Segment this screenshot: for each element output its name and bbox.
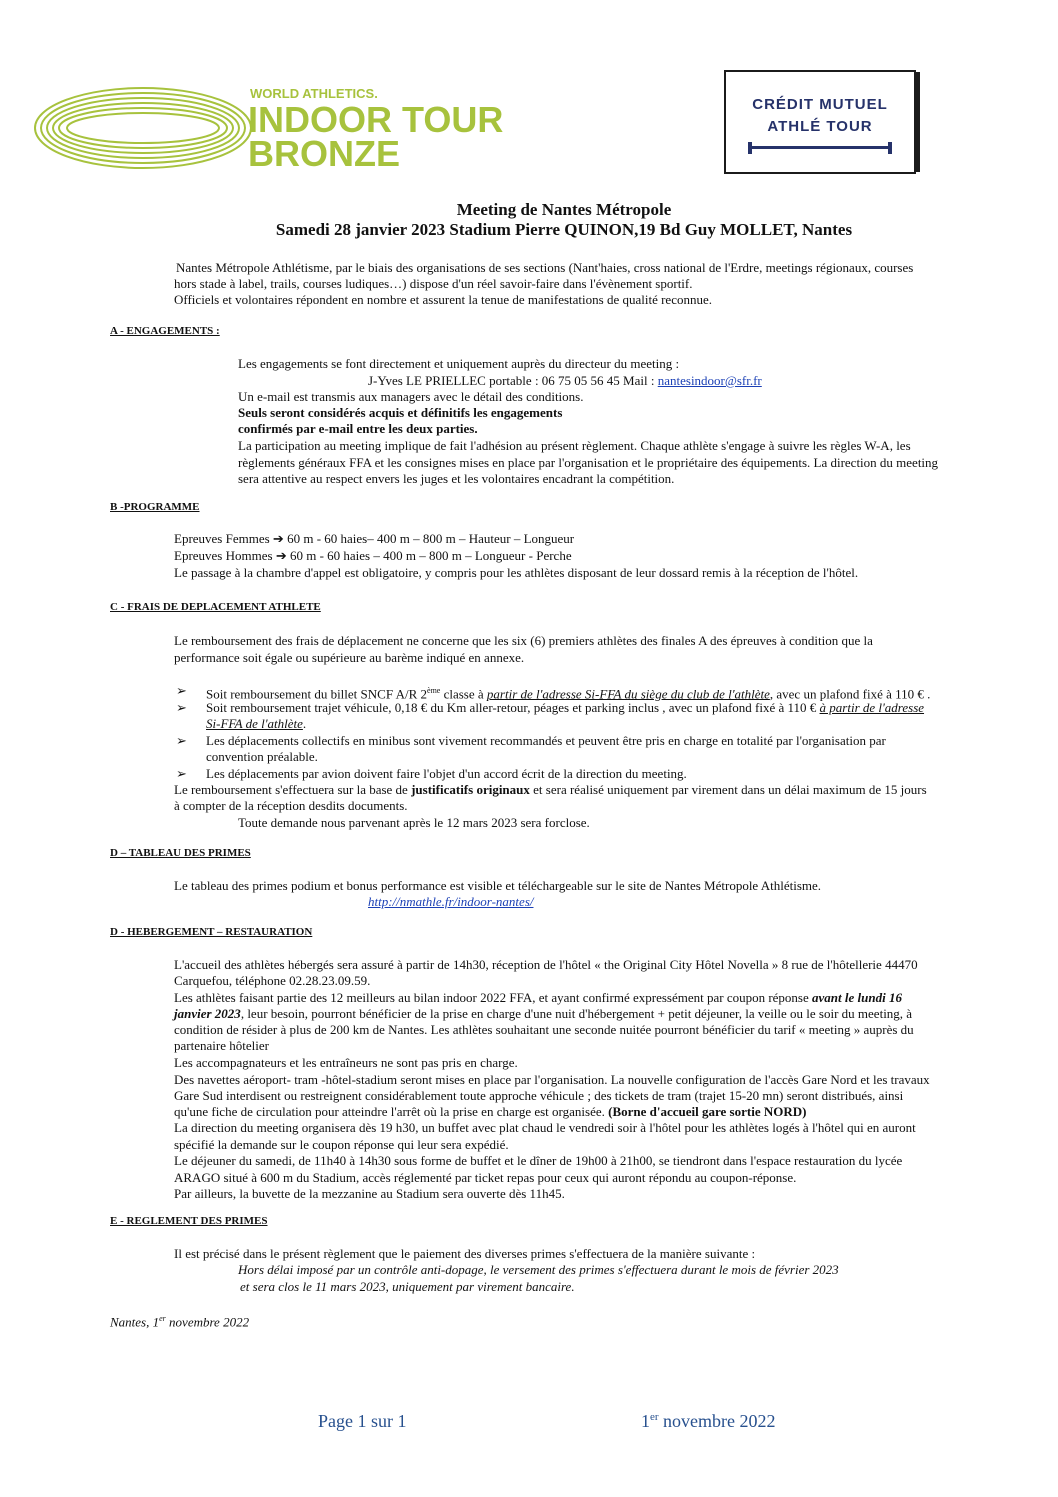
title-line2: Samedi 28 janvier 2023 Stadium Pierre QUINON,19 Bd Guy MOLLET, Nantes xyxy=(275,220,853,239)
intro-line: Officiels et volontaires répondent en nombre et assurent la tenue de manifestations de qualité reconnue. xyxy=(174,292,712,307)
section-d2-text: La direction du meeting organisera dès 19 h30, un buffet avec plat chaud le vendredi soir à l'hôtel pour les athlètes logés à l'hôtel qui en auront xyxy=(174,1120,916,1135)
bullet-icon: ➢ xyxy=(176,766,187,781)
section-b-heading: B -PROGRAMME xyxy=(110,501,200,513)
contact-text: J-Yves LE PRIELLEC portable : 06 75 05 56 45 Mail : xyxy=(368,373,655,388)
section-d2-text: condition de résider à plus de 200 km de Nantes. Les athlètes souhaitant une seconde nuitée pourront bénéficier du tarif « meeting » auprès du xyxy=(174,1022,914,1037)
section-d2-text: janvier 2023, leur besoin, pourront bénéficier de la prise en charge d'une nuit d'hébergement + petit déjeuner, la veille ou le soir du meeting, à xyxy=(174,1006,913,1021)
section-d1-heading: D – TABLEAU DES PRIMES xyxy=(110,847,251,859)
section-a-text: confirmés par e-mail entre les deux parties. xyxy=(238,421,478,436)
section-e-text: Hors délai imposé par un contrôle anti-dopage, le versement des primes s'effectuera durant le mois de février 2023 xyxy=(238,1262,839,1277)
men-events-line: Epreuves Hommes ➔ 60 m - 60 haies – 400 m – 800 m – Longueur - Perche xyxy=(174,548,572,563)
section-e-text: et sera clos le 11 mars 2023, uniquement par virement bancaire. xyxy=(240,1279,575,1294)
bullet-icon: ➢ xyxy=(176,733,187,748)
section-c-text: performance soit égale ou supérieure au barème indiqué en annexe. xyxy=(174,650,525,665)
section-a-text: sera attentive au respect envers les juges et les volontaires encadrant la compétition. xyxy=(238,471,675,486)
section-a-text: règlements généraux FFA et les consignes mises en place par l'organisation et le propriétaire des équipements. La direction du meeting xyxy=(238,455,939,470)
section-c-text: Le remboursement s'effectuera sur la base de justificatifs originaux et sera réalisé uniquement par virement dans un délai maximum de 15 jours xyxy=(174,782,927,797)
bullet-item: Soit remboursement trajet véhicule, 0,18 € du Km aller-retour, péages et parking inclus , avec un plafond fixé à 110 € à partir de l'adresse xyxy=(206,700,925,715)
bullet-item: Soit remboursement du billet SNCF A/R 2ème classe à partir de l'adresse Si-FFA du siège du club de l'athlète, avec un plafond fixé à 110 € . xyxy=(206,686,931,702)
bullet-item: Les déplacements collectifs en minibus sont vivement recommandés et peuvent être pris en charge en totalité par l'organisation par xyxy=(206,733,886,748)
section-d2-text: Le déjeuner du samedi, de 11h40 à 14h30 sous forme de buffet et le dîner de 19h00 à 21h00, se tiendront dans l'espace restauration du lycée xyxy=(174,1153,903,1168)
section-a-text: Un e-mail est transmis aux managers avec le détail des conditions. xyxy=(238,389,584,404)
page-number: Page 1 sur 1 xyxy=(318,1411,407,1431)
section-d2-text: Des navettes aéroport- tram -hôtel-stadium seront mises en place par l'organisation. La nouvelle configuration de l'accès Gare Nord et les travaux xyxy=(174,1072,930,1087)
title-line1: Meeting de Nantes Métropole xyxy=(456,200,672,219)
section-c-text: à compter de la réception desdits documents. xyxy=(174,798,408,813)
section-a-heading: A - ENGAGEMENTS : xyxy=(110,325,220,337)
section-d2-text: Les accompagnateurs et les entraîneurs ne sont pas pris en charge. xyxy=(174,1055,518,1070)
section-d1-text: Le tableau des primes podium et bonus performance est visible et téléchargeable sur le site de Nantes Métropole Athlétisme. xyxy=(174,878,822,893)
section-d2-text: spécifié la demande sur le coupon réponse qui leur sera expédié. xyxy=(174,1137,509,1152)
section-a-text: Les engagements se font directement et uniquement auprès du directeur du meeting : xyxy=(238,356,680,371)
bullet-item: Les déplacements par avion doivent faire l'objet d'un accord écrit de la direction du meeting. xyxy=(206,766,687,781)
section-e-heading: E - REGLEMENT DES PRIMES xyxy=(110,1215,268,1227)
bullet-icon: ➢ xyxy=(176,700,187,715)
section-d2-text: Carquefou, téléphone 02.28.23.09.59. xyxy=(174,973,371,988)
section-e-text: Il est précisé dans le présent règlement que le paiement des diverses primes s'effectuera de la manière suivante : xyxy=(174,1246,756,1261)
cm-line1: CRÉDIT MUTUEL xyxy=(752,96,888,113)
section-a-text: Seuls seront considérés acquis et définitifs les engagements xyxy=(238,405,563,420)
section-c-heading: C - FRAIS DE DEPLACEMENT ATHLETE xyxy=(110,601,321,613)
women-events-line: Epreuves Femmes ➔ 60 m - 60 haies– 400 m – 800 m – Hauteur – Longueur xyxy=(174,531,575,546)
bullet-item-cont: Si-FFA de l'athlète. xyxy=(206,716,307,731)
logo-line2: INDOOR TOUR xyxy=(248,99,504,140)
arrow-icon: ➔ xyxy=(272,531,284,546)
bar-icon xyxy=(748,142,892,154)
credit-mutuel-logo xyxy=(726,72,914,172)
bullet-icon: ➢ xyxy=(176,683,187,698)
section-d2-text: Par ailleurs, la buvette de la mezzanine au Stadium sera ouverte dès 11h45. xyxy=(174,1186,565,1201)
section-d2-text: Les athlètes faisant partie des 12 meilleurs au bilan indoor 2022 FFA, et ayant confirmé expressément par coupon réponse avant le lundi 16 xyxy=(174,990,902,1005)
section-a-text xyxy=(368,373,762,389)
section-d2-text: partenaire hôtelier xyxy=(174,1038,269,1053)
section-b-text: Le passage à la chambre d'appel est obligatoire, y compris pour les athlètes disposant de leur dossard remis à la réception de l'hôtel. xyxy=(174,565,859,580)
signature-date: Nantes, 1er novembre 2022 xyxy=(110,1314,250,1330)
section-c-text: Toute demande nous parvenant après le 12 mars 2023 sera forclose. xyxy=(238,815,590,830)
section-d2-text: L'accueil des athlètes hébergés sera assuré à partir de 14h30, réception de l'hôtel « the Original City Hôtel Novella » 8 rue de l'hôtellerie 44470 xyxy=(174,957,918,972)
bullet-item-cont: convention préalable. xyxy=(206,749,318,764)
section-d2-text: Gare Sud interdisent ou restreignent considérablement toute approche véhicule ; des tickets de tram (trajet 15-20 mn) seront distribués, ainsi xyxy=(174,1088,904,1103)
arrow-icon: ➔ xyxy=(275,548,287,563)
cm-line2: ATHLÉ TOUR xyxy=(767,118,873,135)
section-d2-text: qu'une fiche de circulation pour atteindre l'arrêt où la prise en charge est organisée. (Borne d'accueil gare sortie NORD) xyxy=(174,1104,807,1119)
footer-date: 1er novembre 2022 xyxy=(641,1411,776,1431)
section-a-text: La participation au meeting implique de fait l'adhésion au présent règlement. Chaque athlète s'engage à suivre les règles W-A, les xyxy=(238,438,911,453)
logo-line3: BRONZE xyxy=(248,133,400,174)
intro-line: hors stade à label, trails, courses ludiques…) dispose d'un réel savoir-faire dans l'évènement sportif. xyxy=(174,276,693,291)
section-d2-text: ARAGO situé à 600 m du Stadium, accès réglementé par ticket repas pour ceux qui auront répondu au coupon-réponse. xyxy=(174,1170,797,1185)
section-c-text: Le remboursement des frais de déplacement ne concerne que les six (6) premiers athlètes des finales A des épreuves à condition que la xyxy=(174,633,873,648)
section-d2-heading: D - HEBERGEMENT – RESTAURATION xyxy=(110,926,313,938)
world-athletics-logo xyxy=(30,80,530,180)
intro-line: Nantes Métropole Athlétisme, par le biais des organisations de ses sections (Nant'haies, cross national de l'Erdre, meetings régionaux, courses xyxy=(176,260,914,275)
logo-line1: WORLD ATHLETICS. xyxy=(250,86,378,101)
email-link[interactable]: nantesindoor@sfr.fr xyxy=(657,373,762,388)
primes-link[interactable]: http://nmathle.fr/indoor-nantes/ xyxy=(368,894,534,909)
stadium-ring-icon xyxy=(30,80,260,180)
